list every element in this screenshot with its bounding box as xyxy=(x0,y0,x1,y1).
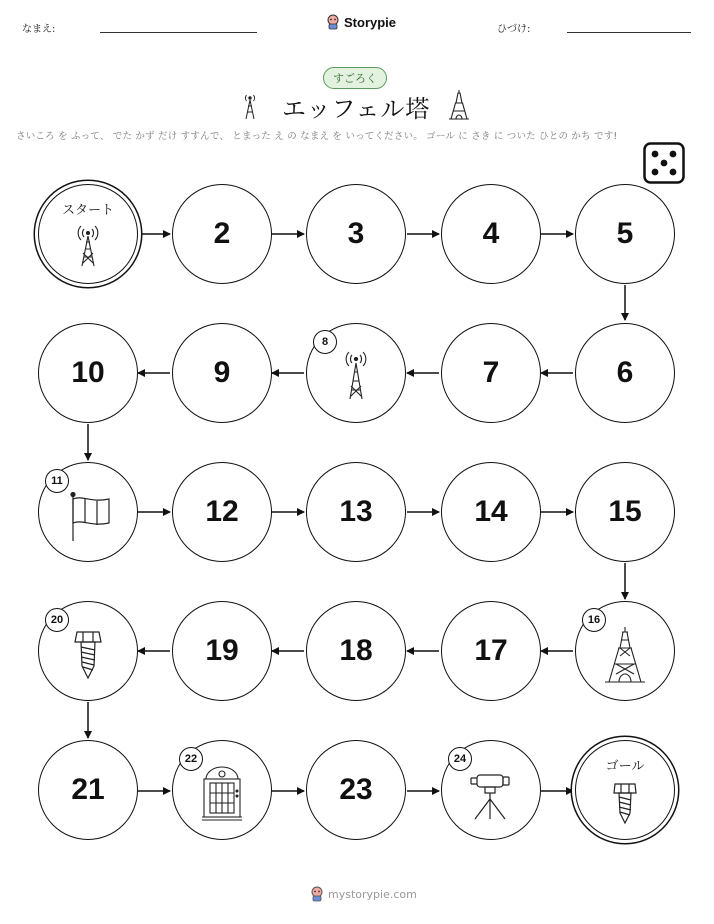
storypie-mascot-icon xyxy=(310,886,324,902)
board-space-10[interactable] xyxy=(38,323,138,423)
screw-icon xyxy=(612,781,638,825)
space-number: 19 xyxy=(205,634,239,667)
dice-icon[interactable] xyxy=(643,142,685,184)
footer xyxy=(310,886,417,902)
space-number: 4 xyxy=(482,217,500,250)
board-space-21[interactable] xyxy=(38,740,138,840)
space-badge-16: 16 xyxy=(582,608,606,632)
date-label: ひづけ: xyxy=(497,24,531,35)
board-space-2[interactable] xyxy=(172,184,272,284)
board-space-3[interactable] xyxy=(306,184,406,284)
page-title: エッフェル塔 xyxy=(282,95,431,123)
game-type-pill: すごろく xyxy=(323,67,387,89)
space-number: 21 xyxy=(71,773,105,806)
goal-label: ゴール xyxy=(605,759,645,774)
space-number: 5 xyxy=(616,217,634,250)
space-number: 2 xyxy=(213,217,231,250)
flag-icon xyxy=(65,491,111,543)
elevator-icon xyxy=(200,765,244,821)
board-space-19[interactable] xyxy=(172,601,272,701)
footer-url[interactable]: mystorypie.com xyxy=(328,887,417,901)
board-space-4[interactable] xyxy=(441,184,541,284)
board-space-13[interactable] xyxy=(306,462,406,562)
space-badge-11: 11 xyxy=(45,469,69,493)
brand-logo xyxy=(326,14,396,30)
space-number: 15 xyxy=(608,495,642,528)
brand-name: Storypie xyxy=(344,14,397,30)
eiffel-tower-icon xyxy=(603,626,647,684)
board-space-5[interactable] xyxy=(575,184,675,284)
name-line[interactable] xyxy=(100,32,257,33)
space-badge-8: 8 xyxy=(313,330,337,354)
start-space[interactable] xyxy=(38,184,138,284)
space-number: 6 xyxy=(616,356,634,389)
board-space-6[interactable] xyxy=(575,323,675,423)
space-number: 18 xyxy=(339,634,373,667)
board-space-12[interactable] xyxy=(172,462,272,562)
board-space-14[interactable] xyxy=(441,462,541,562)
board-space-18[interactable] xyxy=(306,601,406,701)
goal-space[interactable] xyxy=(575,740,675,840)
radio-tower-icon xyxy=(345,348,367,400)
space-badge-24: 24 xyxy=(448,747,472,771)
space-number: 23 xyxy=(339,773,373,806)
radio-tower-icon xyxy=(77,223,99,267)
space-badge-20: 20 xyxy=(45,608,69,632)
space-number: 7 xyxy=(482,356,500,389)
space-number: 3 xyxy=(347,217,365,250)
eiffel-tower-icon xyxy=(447,89,471,121)
board-space-23[interactable] xyxy=(306,740,406,840)
storypie-mascot-icon xyxy=(326,14,340,30)
board-space-15[interactable] xyxy=(575,462,675,562)
start-label: スタート xyxy=(61,203,114,218)
date-line[interactable] xyxy=(567,32,691,33)
board-space-9[interactable] xyxy=(172,323,272,423)
space-badge-22: 22 xyxy=(179,747,203,771)
space-number: 13 xyxy=(339,495,373,528)
board-space-7[interactable] xyxy=(441,323,541,423)
space-number: 12 xyxy=(205,495,239,528)
name-label: なまえ: xyxy=(22,24,56,35)
space-number: 9 xyxy=(213,356,231,389)
space-number: 17 xyxy=(474,634,508,667)
space-number: 14 xyxy=(474,495,508,528)
surveying-instrument-icon xyxy=(467,769,515,821)
instructions-text: さいころ を ふって、 でた かず だけ すすんで、 とまった え の なまえ を いってください。 ゴール に さき に ついた ひとの かち です! xyxy=(16,131,618,142)
radio-tower-icon xyxy=(241,90,259,120)
space-number: 10 xyxy=(71,356,105,389)
board-space-17[interactable] xyxy=(441,601,541,701)
screw-icon xyxy=(73,628,103,680)
